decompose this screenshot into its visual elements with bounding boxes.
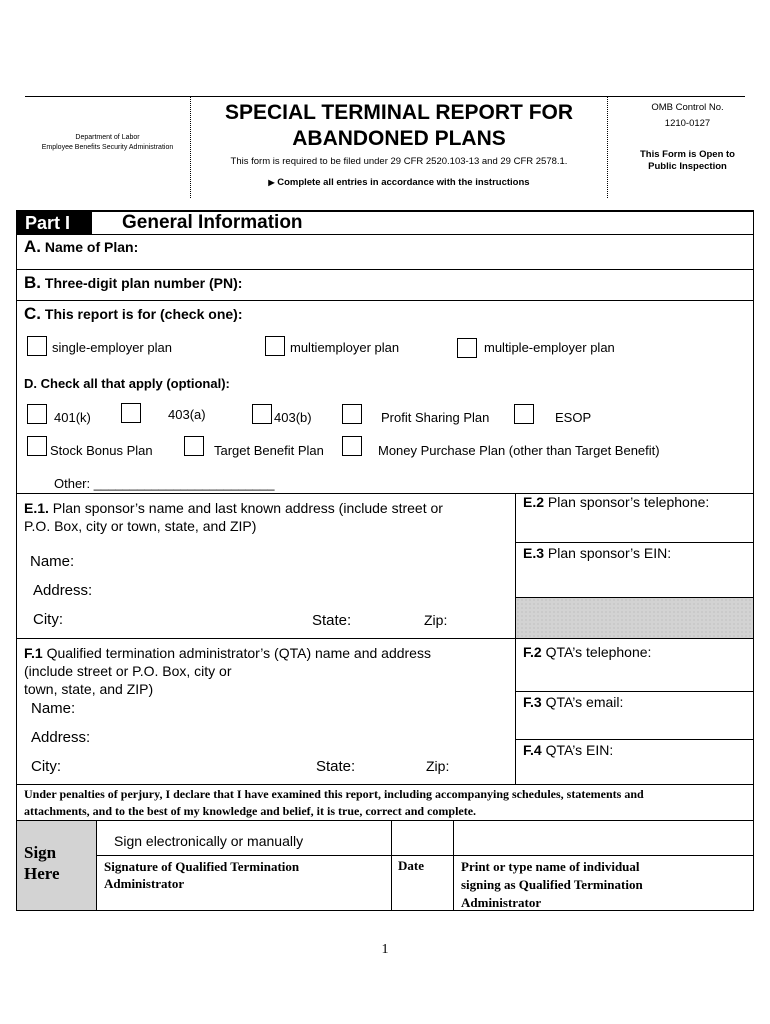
label-money-purchase: Money Purchase Plan (other than Target Benefit) <box>378 443 660 458</box>
section-c <box>24 304 242 324</box>
header-top-rule <box>25 96 745 97</box>
declaration-line-2: attachments, and to the best of my knowledge and belief, it is true, correct and complete. <box>24 804 477 818</box>
label-esop: ESOP <box>555 410 592 425</box>
section-e3-number: E.3 <box>523 545 545 561</box>
f-zip-label: Zip: <box>426 758 450 774</box>
section-b-letter: B. <box>24 273 41 292</box>
form-right-border <box>753 212 754 910</box>
label-stock-bonus: Stock Bonus Plan <box>50 443 153 458</box>
section-f2-text: QTA’s telephone: <box>545 644 652 660</box>
rule-a-b <box>16 269 754 270</box>
checkbox-esop[interactable] <box>514 404 534 424</box>
section-e1-number: E.1. <box>24 500 49 516</box>
public-line-1: This Form is Open to <box>639 149 735 160</box>
label-target-benefit: Target Benefit Plan <box>214 443 324 458</box>
e-city-label: City: <box>33 611 63 628</box>
section-e1-text-1: Plan sponsor’s name and last known address (include street or <box>52 500 443 516</box>
public-line-2: Public Inspection <box>648 161 727 172</box>
rule-b-c <box>16 300 754 301</box>
sign-label: Sign <box>24 843 57 862</box>
part1-title: General Information <box>122 212 303 233</box>
checkbox-profit-sharing[interactable] <box>342 404 362 424</box>
section-c-letter: C. <box>24 304 41 323</box>
agency-name <box>30 133 185 153</box>
section-c-label: This report is for (check one): <box>44 306 243 322</box>
e-address-label: Address: <box>33 582 93 599</box>
form-title-line-2: ABANDONED PLANS <box>292 127 506 150</box>
section-f2-number: F.2 <box>523 644 542 660</box>
section-f2 <box>523 644 651 660</box>
section-a <box>24 237 138 257</box>
section-f4 <box>523 742 613 758</box>
print-caption-3: Administrator <box>461 895 542 910</box>
e-shaded-cell <box>516 597 753 638</box>
rule-f3-f4 <box>515 739 754 740</box>
agency-line-1: Department of Labor <box>75 134 140 141</box>
sign-method-note: Sign electronically or manually <box>114 833 304 849</box>
f-name-label: Name: <box>31 700 76 717</box>
triangle-right-icon: ▶ <box>268 178 275 187</box>
date-caption: Date <box>398 858 424 873</box>
section-f1-text-3: town, state, and ZIP) <box>24 681 154 697</box>
date-field[interactable] <box>392 821 453 855</box>
omb-control <box>610 100 765 132</box>
section-a-label: Name of Plan: <box>44 239 139 255</box>
checkbox-401k[interactable] <box>27 404 47 424</box>
multiple-employer-checkbox[interactable] <box>457 338 477 358</box>
multiple-employer-label: multiple-employer plan <box>484 340 615 355</box>
omb-number: 1210-0127 <box>664 118 711 129</box>
section-e2-text: Plan sponsor’s telephone: <box>547 494 710 510</box>
form-subtitle: This form is required to be filed under 29 CFR 2520.103-13 and 29 CFR 2578.1. <box>230 156 568 167</box>
section-b-label: Three-digit plan number (PN): <box>44 275 243 291</box>
checkbox-403b[interactable] <box>252 404 272 424</box>
plan-name-field[interactable] <box>130 236 750 268</box>
section-f1-number: F.1 <box>24 645 43 661</box>
signature-caption-2: Administrator <box>104 876 185 891</box>
single-employer-label: single-employer plan <box>52 340 172 355</box>
rule-e-f <box>16 638 754 639</box>
section-e3-text: Plan sponsor’s EIN: <box>547 545 672 561</box>
label-401k: 401(k) <box>54 410 91 425</box>
section-e1-text-2: P.O. Box, city or town, state, and ZIP) <box>24 518 257 534</box>
instructions-note <box>192 177 606 188</box>
section-f1 <box>24 644 509 698</box>
form-left-border <box>16 212 17 910</box>
f-address-label: Address: <box>31 729 91 746</box>
perjury-declaration <box>24 786 752 820</box>
section-f3 <box>523 694 623 710</box>
multiemployer-checkbox[interactable] <box>265 336 285 356</box>
section-a-letter: A. <box>24 237 41 256</box>
section-d-label: D. Check all that apply (optional): <box>24 376 230 391</box>
signature-caption <box>104 858 299 892</box>
print-name-caption <box>461 858 643 912</box>
label-403a: 403(a) <box>168 407 206 422</box>
section-f4-number: F.4 <box>523 742 542 758</box>
here-label: Here <box>24 864 60 883</box>
multiemployer-label: multiemployer plan <box>290 340 400 355</box>
checkbox-money-purchase[interactable] <box>342 436 362 456</box>
public-inspection <box>610 149 765 173</box>
print-caption-1: Print or type name of individual <box>461 859 640 874</box>
header-divider-left <box>190 96 191 198</box>
form-bottom-rule <box>16 910 754 911</box>
section-f3-text: QTA’s email: <box>545 694 624 710</box>
section-e1 <box>24 499 504 535</box>
checkbox-target-benefit[interactable] <box>184 436 204 456</box>
other-plan-type[interactable]: Other: _________________________ <box>54 476 275 491</box>
rule-f2-f3 <box>515 691 754 692</box>
declaration-line-1: Under penalties of perjury, I declare that I have examined this report, including accompanying schedules, statements and <box>24 787 644 801</box>
section-e2 <box>523 494 709 510</box>
form-title-line-1: SPECIAL TERMINAL REPORT FOR <box>224 101 574 124</box>
label-profit-sharing: Profit Sharing Plan <box>381 410 490 425</box>
label-403b: 403(b) <box>274 410 312 425</box>
e-name-label: Name: <box>30 553 75 570</box>
signature-field[interactable] <box>97 821 391 855</box>
section-f1-text-1: Qualified termination administrator’s (QTA) name and address <box>46 645 431 661</box>
section-e2-number: E.2 <box>523 494 545 510</box>
checkbox-stock-bonus[interactable] <box>27 436 47 456</box>
f-city-label: City: <box>31 758 61 775</box>
plan-number-field[interactable] <box>250 271 750 299</box>
header-divider-right <box>607 96 608 198</box>
section-e3 <box>523 545 671 561</box>
f-column-divider <box>515 638 516 784</box>
part1-bottom-rule <box>16 234 754 235</box>
sign-here-label <box>24 842 60 884</box>
checkbox-403a[interactable] <box>121 403 141 423</box>
e-state-label: State: <box>312 612 352 629</box>
agency-line-2: Employee Benefits Security Administration <box>41 144 174 151</box>
omb-label: OMB Control No. <box>651 102 724 113</box>
part1-tag: Part I <box>16 212 92 234</box>
section-f4-text: QTA’s EIN: <box>545 742 614 758</box>
page-number: 1 <box>381 942 389 957</box>
rule-e2-e3 <box>515 542 754 543</box>
section-f1-text-2: (include street or P.O. Box, city or <box>24 663 232 679</box>
instructions-text: Complete all entries in accordance with the instructions <box>277 177 530 188</box>
e-zip-label: Zip: <box>424 612 448 628</box>
form-title <box>192 100 606 152</box>
sign-mid-rule <box>96 855 754 856</box>
printed-name-field[interactable] <box>454 821 753 855</box>
section-b <box>24 273 242 293</box>
print-caption-2: signing as Qualified Termination <box>461 877 643 892</box>
single-employer-checkbox[interactable] <box>27 336 47 356</box>
f-state-label: State: <box>316 758 356 775</box>
section-f3-number: F.3 <box>523 694 542 710</box>
signature-caption-1: Signature of Qualified Termination <box>104 859 300 874</box>
rule-f-declaration <box>16 784 754 785</box>
